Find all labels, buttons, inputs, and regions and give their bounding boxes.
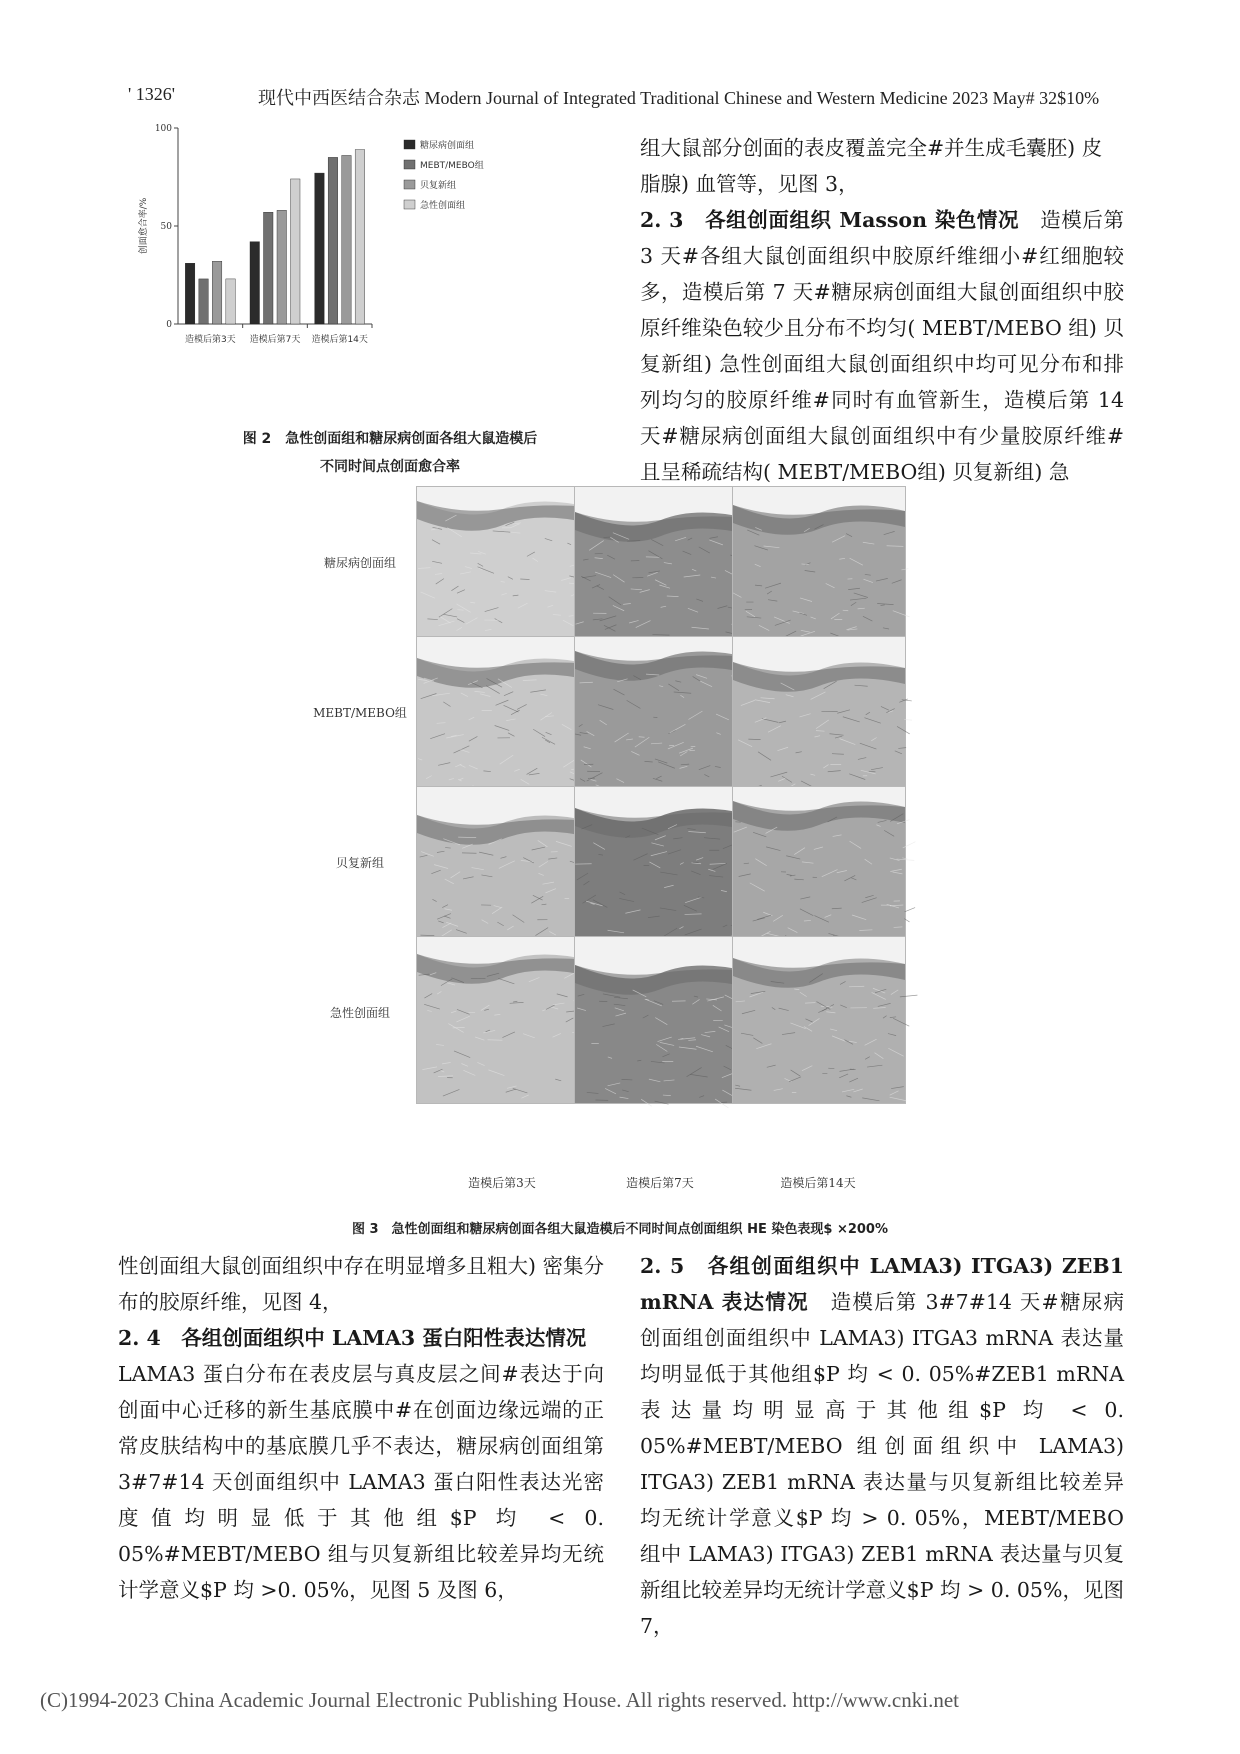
y-tick-label: 50 [160, 222, 172, 232]
bar [315, 173, 325, 324]
he-micrograph [732, 936, 906, 1104]
figure-2-caption-line-2: 不同时间点创面愈合率 [320, 459, 460, 475]
legend-swatch [404, 180, 415, 189]
paragraph-continuation-line-1: 组大鼠部分创面的表皮覆盖完全#并生成毛囊胚) 皮 [640, 136, 1103, 160]
he-micrograph [416, 636, 590, 804]
he-micrograph [416, 786, 590, 954]
legend-label: MEBT/MEBO组 [420, 161, 484, 171]
he-micrograph [574, 936, 748, 1104]
x-category-label: 造模后第3天 [184, 335, 236, 345]
column-label: 造模后第3天 [468, 1176, 536, 1190]
section-2-5-heading: 2. 5 各组创面组织中 LAMA3) ITGA3) ZEB1 mRNA 表达情况 [640, 1254, 1124, 1314]
y-tick-label: 100 [154, 124, 172, 134]
healing-rate-bar-chart [139, 124, 630, 390]
he-micrograph [732, 486, 906, 654]
x-category-label: 造模后第7天 [249, 335, 301, 345]
section-2-3-text: 造模后第 3 天#各组大鼠创面组织中胶原纤维细小#红细胞较多，造模后第 7 天#糖尿病创面组大鼠创面组织中胶原纤维染色较少且分布不均匀( MEBT/MEBO 组) 贝复新组) 急性创面组大鼠创面组织中均可见分布和排列均匀的胶原纤维#同时有血管新生，造模后第 14 天#糖尿病创面组大鼠创面组织中有少量胶原纤维#且呈稀疏结构( MEBT/MEBO组) 贝复新组) 急 [640, 208, 1124, 484]
section-2-5-text: 造模后第 3#7#14 天#糖尿病创面组创面组织中 LAMA3) ITGA3 mRNA 表达量均明显低于其他组$P 均 < 0. 05%#ZEB1 mRNA 表达量均明显高于其他组$P 均 < 0. 05%#MEBT/MEBO 组创面组织中 LAMA3) ITGA3) ZEB1 mRNA 表达量与贝复新组比较差异均无统计学意义$P 均 > 0. 05%，MEBT/MEBO 组中 LAMA3) ITGA3) ZEB1 mRNA 表达量与贝复新组比较差异均无统计学意义$P 均 > 0. 05%，见图 7， [640, 1290, 1124, 1638]
bar [264, 212, 274, 324]
he-micrograph [574, 486, 748, 654]
bar [199, 279, 209, 324]
bar [328, 157, 338, 324]
journal-running-header: 现代中西医结合杂志 Modern Journal of Integrated Traditional Chinese and Western Medicine 2023 May# 32$10% [258, 88, 1100, 108]
bar [291, 179, 301, 324]
paragraph-continuation-line-2: 脂腺) 血管等，见图 3， [640, 172, 859, 196]
y-axis-label: 创面愈合率/% [139, 197, 149, 255]
he-micrograph [574, 786, 748, 954]
paragraph-continuation: 性创面组大鼠创面组织中存在明显增多且粗大) 密集分布的胶原纤维，见图 4， [118, 1254, 605, 1314]
right-column-top-text [640, 130, 1124, 490]
column-label: 造模后第14天 [780, 1176, 856, 1190]
y-tick-label: 0 [166, 320, 172, 330]
column-label: 造模后第7天 [626, 1176, 694, 1190]
bar [355, 150, 365, 324]
right-column-bottom-text [640, 1248, 1124, 1644]
row-label: 贝复新组 [335, 856, 384, 870]
row-label: 急性创面组 [329, 1006, 390, 1020]
bar [342, 155, 352, 324]
he-micrograph [732, 786, 906, 954]
x-category-label: 造模后第14天 [311, 335, 368, 345]
section-2-3-heading: 2. 3 各组创面组织 Masson 染色情况 [640, 208, 1020, 232]
bar [277, 210, 287, 324]
row-label: MEBT/MEBO组 [313, 706, 407, 720]
legend-swatch [404, 200, 415, 209]
legend-label: 急性创面组 [420, 201, 466, 211]
copyright-footer: (C)1994-2023 China Academic Journal Electronic Publishing House. All rights reserved. http://www.cnki.net [40, 1688, 959, 1712]
legend-label: 糖尿病创面组 [420, 141, 475, 151]
section-2-4-text: LAMA3 蛋白分布在表皮层与真皮层之间#表达于向创面中心迁移的新生基底膜中#在创面边缘远端的正常皮肤结构中的基底膜几乎不表达，糖尿病创面组第 3#7#14 天创面组织中 LAMA3 蛋白阳性表达光密度值均明显低于其他组$P 均 < 0. 05%#MEBT/MEBO 组与贝复新组比较差异均无统计学意义$P 均 >0. 05%，见图 5 及图 6， [118, 1326, 607, 1602]
he-micrograph [416, 486, 590, 654]
he-micrograph [416, 936, 590, 1104]
figure-2-chart [139, 124, 630, 390]
legend-swatch [404, 140, 415, 149]
bar [212, 261, 222, 324]
bar [185, 263, 195, 324]
section-2-4-heading: 2. 4 各组创面组织中 LAMA3 蛋白阳性表达情况 [118, 1326, 587, 1350]
bar [226, 279, 236, 324]
he-micrograph [574, 636, 748, 804]
bar [250, 242, 260, 324]
figure-2-caption-line-1: 图 2 急性创面组和糖尿病创面各组大鼠造模后 [242, 431, 538, 447]
row-label: 糖尿病创面组 [323, 556, 396, 570]
figure-3-caption: 图 3 急性创面组和糖尿病创面各组大鼠造模后不同时间点创面组织 HE 染色表现$ ×200% [351, 1222, 888, 1237]
he-micrograph [732, 636, 906, 804]
legend-swatch [404, 160, 415, 169]
legend-label: 贝复新组 [420, 181, 457, 191]
figure-3-he-staining-grid [306, 486, 940, 1192]
left-column-bottom-text [118, 1248, 607, 1608]
page-number: ' 1326' [128, 84, 175, 104]
